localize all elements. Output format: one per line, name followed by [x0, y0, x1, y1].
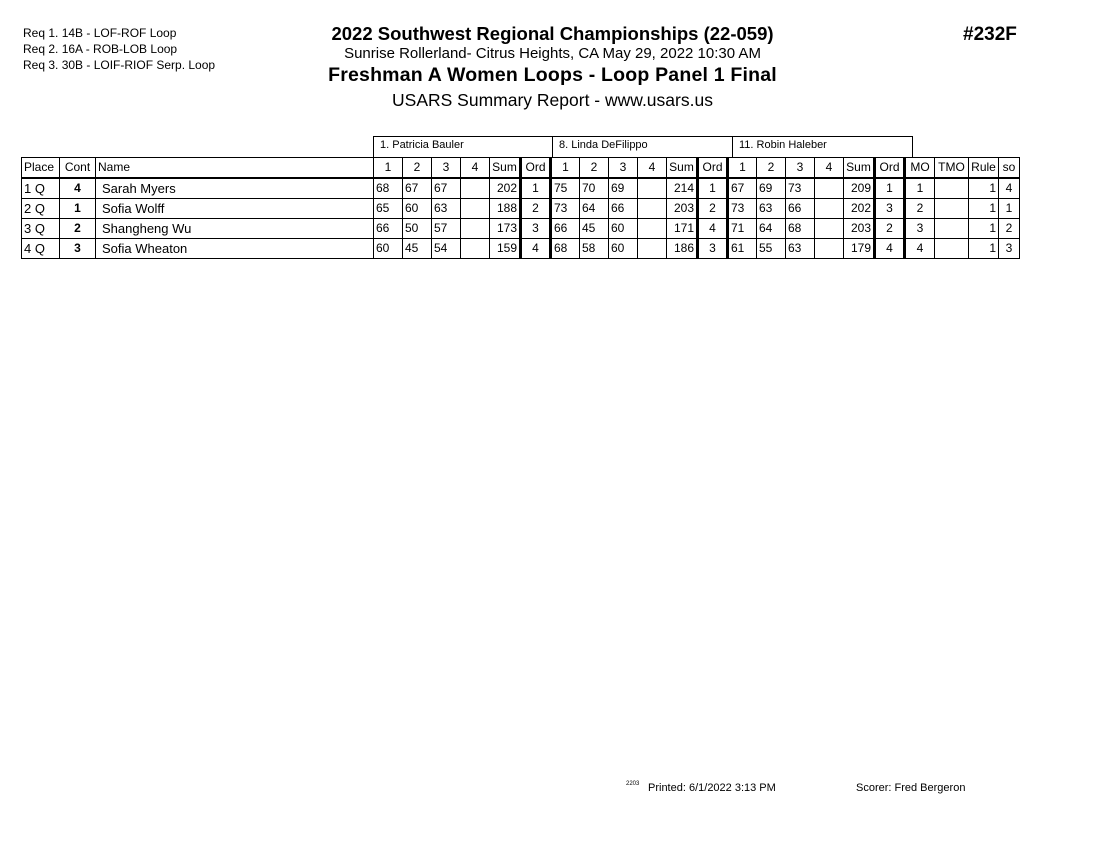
col-j2-3: 3	[609, 158, 638, 179]
place-cell: 4 Q	[22, 239, 60, 259]
judge-1-s2-cell: 45	[403, 239, 432, 259]
requirement-1: Req 1. 14B - LOF-ROF Loop	[23, 26, 177, 40]
table-row	[22, 239, 1020, 259]
judge-1-ord-cell: 1	[521, 178, 551, 199]
col-j2-ord: Ord	[698, 158, 728, 179]
scorer-name: Scorer: Fred Bergeron	[856, 782, 966, 794]
judge-2-s2-cell: 45	[580, 219, 609, 239]
judge-2-s4-cell	[638, 199, 667, 219]
judge-3-ord-cell: 3	[875, 199, 905, 219]
so-cell: 3	[999, 239, 1020, 259]
table-row	[22, 178, 1020, 199]
judge-3-ord-cell: 4	[875, 239, 905, 259]
report-code: 2203	[626, 781, 640, 787]
judge-3-s2-cell: 63	[757, 199, 786, 219]
skater-name: Sofia Wheaton	[96, 239, 374, 259]
judge-2-s2-cell: 64	[580, 199, 609, 219]
place-cell: 1 Q	[22, 178, 60, 199]
judge-2-s1-cell: 66	[551, 219, 580, 239]
col-j2-sum: Sum	[667, 158, 698, 179]
judge-3-sum-cell: 202	[844, 199, 875, 219]
judge-3-s2-cell: 55	[757, 239, 786, 259]
judge-3-s4-cell	[815, 199, 844, 219]
tmo-cell	[935, 199, 969, 219]
judge-1-s4-cell	[461, 219, 490, 239]
judge-1-s3-cell: 63	[432, 199, 461, 219]
judge-1-s3-cell: 54	[432, 239, 461, 259]
report-subtitle: USARS Summary Report - www.usars.us	[392, 90, 713, 110]
col-j3-ord: Ord	[875, 158, 905, 179]
judge-3-s3-cell: 73	[786, 178, 815, 199]
col-cont: Cont	[60, 158, 96, 179]
judge-2-s1-cell: 75	[551, 178, 580, 199]
judge-2-s4-cell	[638, 219, 667, 239]
col-j3-4: 4	[815, 158, 844, 179]
judge-3-s3-cell: 66	[786, 199, 815, 219]
event-title: Freshman A Women Loops - Loop Panel 1 Final	[328, 64, 777, 86]
judge-3-s1-cell: 61	[728, 239, 757, 259]
judge-3-s1-cell: 73	[728, 199, 757, 219]
judge-3-s3-cell: 68	[786, 219, 815, 239]
mo-cell: 1	[905, 178, 935, 199]
col-j1-sum: Sum	[490, 158, 521, 179]
col-j1-ord: Ord	[521, 158, 551, 179]
judge-3-s1-cell: 67	[728, 178, 757, 199]
rule-cell: 1	[969, 178, 999, 199]
judge-1-ord-cell: 3	[521, 219, 551, 239]
judge-1-s1-cell: 65	[374, 199, 403, 219]
tmo-cell	[935, 219, 969, 239]
judge-2-sum-cell: 214	[667, 178, 698, 199]
judge-1-s1-cell: 66	[374, 219, 403, 239]
judge-2-s3-cell: 66	[609, 199, 638, 219]
judge-1-s2-cell: 67	[403, 178, 432, 199]
judge-1-s4-cell	[461, 178, 490, 199]
mo-cell: 2	[905, 199, 935, 219]
col-j2-1: 1	[551, 158, 580, 179]
col-j1-3: 3	[432, 158, 461, 179]
judge-2-ord-cell: 3	[698, 239, 728, 259]
judge-1-s2-cell: 50	[403, 219, 432, 239]
judge-3-s4-cell	[815, 239, 844, 259]
judge-2-s1-cell: 73	[551, 199, 580, 219]
col-j3-2: 2	[757, 158, 786, 179]
venue-date: Sunrise Rollerland- Citrus Heights, CA May 29, 2022 10:30 AM	[344, 45, 761, 62]
judge-1-ord-cell: 2	[521, 199, 551, 219]
col-tmo: TMO	[935, 158, 969, 179]
judge-3-s1-cell: 71	[728, 219, 757, 239]
judge-3-s3-cell: 63	[786, 239, 815, 259]
col-place: Place	[22, 158, 60, 179]
judge-1-sum-cell: 202	[490, 178, 521, 199]
judge-1-s3-cell: 57	[432, 219, 461, 239]
col-rule: Rule	[969, 158, 999, 179]
judge-1-sum-cell: 188	[490, 199, 521, 219]
judge-1-s2-cell: 60	[403, 199, 432, 219]
judge-2-header: 8. Linda DeFilippo	[553, 136, 733, 157]
skater-name: Sarah Myers	[96, 178, 374, 199]
col-j3-sum: Sum	[844, 158, 875, 179]
printed-timestamp: Printed: 6/1/2022 3:13 PM	[648, 782, 776, 794]
col-j1-1: 1	[374, 158, 403, 179]
judge-2-s1-cell: 68	[551, 239, 580, 259]
rule-cell: 1	[969, 239, 999, 259]
event-number: #232F	[963, 24, 1017, 45]
judge-1-sum-cell: 173	[490, 219, 521, 239]
judge-3-header: 11. Robin Haleber	[733, 136, 913, 157]
cont-cell: 3	[60, 239, 96, 259]
tmo-cell	[935, 239, 969, 259]
rule-cell: 1	[969, 199, 999, 219]
tmo-cell	[935, 178, 969, 199]
cont-cell: 2	[60, 219, 96, 239]
results-table	[21, 157, 1020, 259]
judge-2-s3-cell: 60	[609, 239, 638, 259]
judge-panel-headers	[373, 136, 913, 157]
judge-1-sum-cell: 159	[490, 239, 521, 259]
rule-cell: 1	[969, 219, 999, 239]
judge-2-ord-cell: 1	[698, 178, 728, 199]
judge-2-s4-cell	[638, 239, 667, 259]
cont-cell: 4	[60, 178, 96, 199]
place-cell: 2 Q	[22, 199, 60, 219]
requirements-list	[23, 25, 215, 73]
so-cell: 1	[999, 199, 1020, 219]
col-j2-4: 4	[638, 158, 667, 179]
skater-name: Shangheng Wu	[96, 219, 374, 239]
mo-cell: 3	[905, 219, 935, 239]
so-cell: 2	[999, 219, 1020, 239]
cont-cell: 1	[60, 199, 96, 219]
judge-2-s2-cell: 58	[580, 239, 609, 259]
col-mo: MO	[905, 158, 935, 179]
col-name: Name	[96, 158, 374, 179]
judge-2-sum-cell: 186	[667, 239, 698, 259]
judge-1-s4-cell	[461, 239, 490, 259]
table-row	[22, 199, 1020, 219]
judge-2-ord-cell: 4	[698, 219, 728, 239]
judge-1-s4-cell	[461, 199, 490, 219]
mo-cell: 4	[905, 239, 935, 259]
judge-3-sum-cell: 209	[844, 178, 875, 199]
judge-3-s2-cell: 64	[757, 219, 786, 239]
judge-3-ord-cell: 2	[875, 219, 905, 239]
competition-title: 2022 Southwest Regional Championships (22-059)	[331, 23, 774, 44]
judge-2-sum-cell: 171	[667, 219, 698, 239]
skater-name: Sofia Wolff	[96, 199, 374, 219]
judge-2-s4-cell	[638, 178, 667, 199]
judge-3-s2-cell: 69	[757, 178, 786, 199]
table-row	[22, 219, 1020, 239]
judge-2-s3-cell: 60	[609, 219, 638, 239]
judge-1-s1-cell: 60	[374, 239, 403, 259]
requirement-3: Req 3. 30B - LOIF-RIOF Serp. Loop	[23, 58, 216, 72]
judge-2-sum-cell: 203	[667, 199, 698, 219]
col-j2-2: 2	[580, 158, 609, 179]
col-j1-4: 4	[461, 158, 490, 179]
results-body	[22, 178, 1020, 259]
so-cell: 4	[999, 178, 1020, 199]
requirement-2: Req 2. 16A - ROB-LOB Loop	[23, 42, 178, 56]
col-so: so	[999, 158, 1020, 179]
col-j3-3: 3	[786, 158, 815, 179]
place-cell: 3 Q	[22, 219, 60, 239]
judge-2-s2-cell: 70	[580, 178, 609, 199]
judge-1-s3-cell: 67	[432, 178, 461, 199]
judge-1-header: 1. Patricia Bauler	[373, 136, 553, 157]
table-header-row	[22, 158, 1020, 179]
judge-3-ord-cell: 1	[875, 178, 905, 199]
judge-3-s4-cell	[815, 178, 844, 199]
col-j3-1: 1	[728, 158, 757, 179]
col-j1-2: 2	[403, 158, 432, 179]
judge-3-s4-cell	[815, 219, 844, 239]
judge-3-sum-cell: 203	[844, 219, 875, 239]
judge-2-s3-cell: 69	[609, 178, 638, 199]
judge-2-ord-cell: 2	[698, 199, 728, 219]
judge-1-s1-cell: 68	[374, 178, 403, 199]
judge-1-ord-cell: 4	[521, 239, 551, 259]
judge-3-sum-cell: 179	[844, 239, 875, 259]
